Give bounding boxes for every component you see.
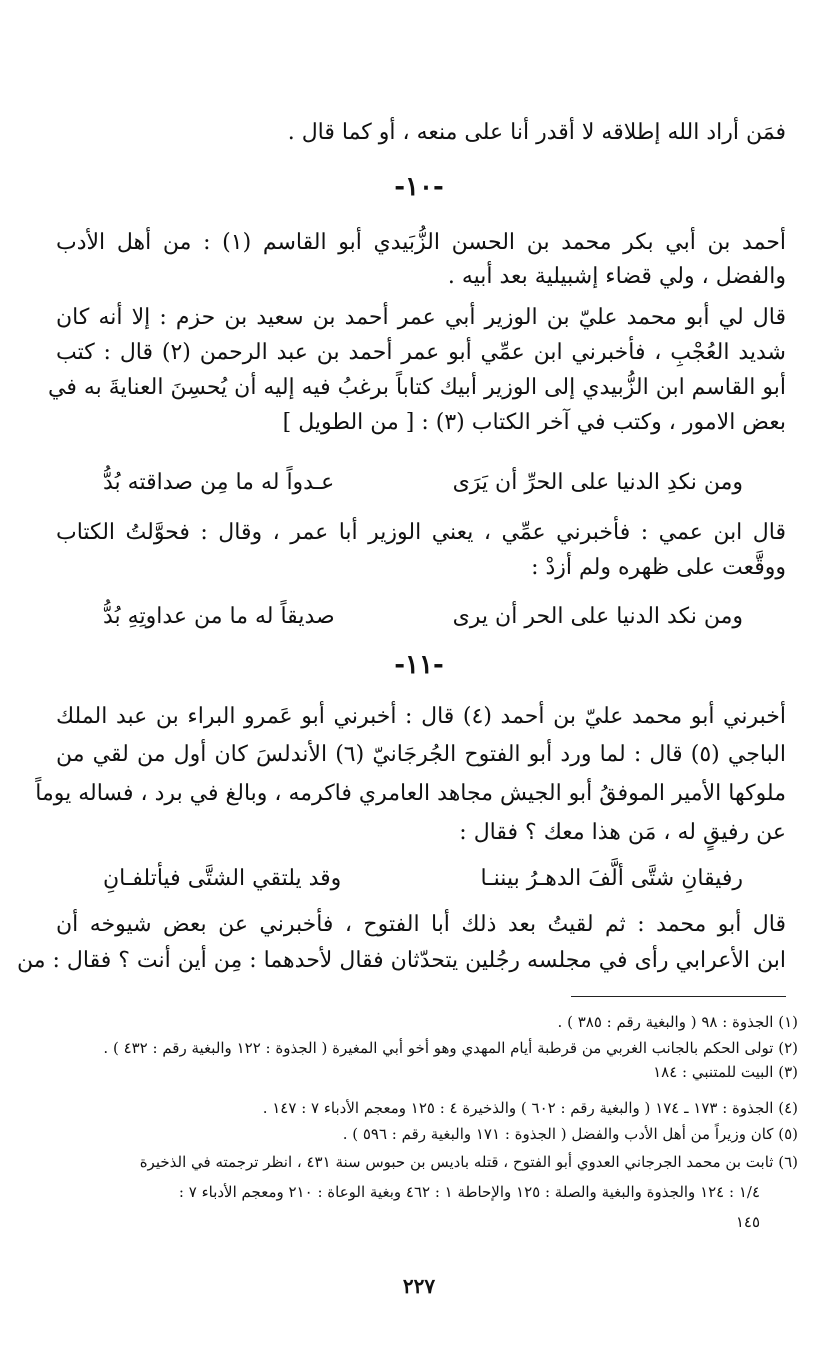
verse-10-1 <box>103 466 743 500</box>
entry11-line-5: قال أبو محمد : ثم لقيتُ بعد ذلك أبا الفتوح ، فأخبرني عن بعض شيوخه أن <box>56 912 786 937</box>
entry11-line-3: ملوكها الأمير الموفقُ أبو الجيش مجاهد العامري فاكرمه ، وبالغ في برد ، فساله يوماً <box>35 781 786 806</box>
verse-10-1-first-hemistich: ومن نكدِ الدنيا على الحرِّ أن يَرَى <box>452 470 743 495</box>
entry11-line-1: أخبرني أبو محمد عليّ بن أحمد (٤) قال : أخبرني أبو عَمرو البراء بن عبد الملك <box>56 704 786 729</box>
verse-11-1-first-hemistich: رفيقانِ شتَّى ألَّفَ الدهـرُ بيننـا <box>480 866 743 891</box>
footnote-2: (٢) تولى الحكم بالجانب الغربي من قرطبة أيام المهدي وهو أخو أبي المغيرة ( الجذوة : ١٢٢ والبغية رقم : ٤٣٢ ) . <box>103 1039 798 1057</box>
entry11-line-4: عن رفيقٍ له ، مَن هذا معك ؟ فقال : <box>459 820 786 845</box>
footnote-separator <box>571 996 786 997</box>
entry10-line-2: والفضل ، ولي قضاء إشبيلية بعد أبيه . <box>447 264 786 289</box>
entry10-line-8: ووقَّعت على ظهره ولم أزدْ : <box>531 555 786 580</box>
footnote-4: (٤) الجذوة : ١٧٣ ـ ١٧٤ ( والبغية رقم : ٦٠٢ ) والذخيرة ٤ : ١٢٥ ومعجم الأدباء ٧ : ١٤٧ . <box>262 1099 798 1117</box>
entry10-line-7: قال ابن عمي : فأخبرني عمِّي ، يعني الوزير أبا عمر ، وقال : فحوَّلتُ الكتاب <box>56 520 786 545</box>
entry11-line-2: الباجي (٥) قال : لما ورد أبو الفتوح الجُرجَانيّ (٦) الأندلسَ كان أول من لقي من <box>56 742 786 767</box>
verse-10-1-second-hemistich: عـدواً له ما مِن صداقته بُدُّ <box>103 470 335 495</box>
verse-11-1-second-hemistich: وقد يلتقي الشتَّى فيأتلفـانِ <box>103 866 342 891</box>
verse-11-1 <box>103 862 743 896</box>
entry10-line-4: شديد العُجْبِ ، فأخبرني ابن عمِّي أبو عمر أحمد بن عبد الرحمن (٢) قال : كتب <box>56 340 786 365</box>
footnote-6-continuation-2: ١٤٥ <box>735 1213 760 1231</box>
entry10-line-3: قال لي أبو محمد عليّ بن الوزير أبي عمر أحمد بن سعيد بن حزم : إلا أنه كان <box>56 305 786 330</box>
entry10-line-6: بعض الامور ، وكتب في آخر الكتاب (٣) : [ من الطويل ] <box>282 410 786 435</box>
footnote-5: (٥) كان وزيراً من أهل الأدب والفضل ( الجذوة : ١٧١ والبغية رقم : ٥٩٦ ) . <box>342 1125 798 1143</box>
verse-10-2 <box>103 600 743 634</box>
entry-number-10: -١٠- <box>394 172 444 202</box>
footnote-6-continuation: ١/٤ : ١٢٤ والجذوة والبغية والصلة : ١٢٥ والإحاطة ١ : ٤٦٢ وبغية الوعاة : ٢١٠ ومعجم الأدباء ٧ : <box>178 1183 760 1201</box>
entry10-line-1: أحمد بن أبي بكر محمد بن الحسن الزُّبَيدي أبو القاسم (١) : من أهل الأدب <box>56 230 786 255</box>
footnote-3: (٣) البيت للمتنبي : ١٨٤ <box>653 1063 798 1081</box>
entry10-line-5: أبو القاسم ابن الزُّبيدي إلى الوزير أبيك كتاباً برغبُ فيه إليه أن يُحسِنَ العنايةَ به في <box>48 375 786 400</box>
footnote-1: (١) الجذوة : ٩٨ ( والبغية رقم : ٣٨٥ ) . <box>557 1013 798 1031</box>
verse-10-2-first-hemistich: ومن نكد الدنيا على الحر أن يرى <box>452 604 743 629</box>
verse-10-2-second-hemistich: صديقاً له ما من عداوتِهِ بُدُّ <box>103 604 335 629</box>
top-line: فمَن أراد الله إطلاقه لا أقدر أنا على منعه ، أو كما قال . <box>287 120 786 145</box>
entry-number-11: -١١- <box>394 650 444 680</box>
page-number: ٢٢٧ <box>402 1274 436 1298</box>
entry11-line-6: ابن الأعرابي رأى في مجلسه رجُلين يتحدّثان فقال لأحدهما : مِن أين أنت ؟ فقال : من <box>16 948 786 973</box>
footnote-6: (٦) ثابت بن محمد الجرجاني العدوي أبو الفتوح ، قتله باديس بن حبوس سنة ٤٣١ ، انظر ترجمته في الذخيرة <box>139 1153 798 1171</box>
